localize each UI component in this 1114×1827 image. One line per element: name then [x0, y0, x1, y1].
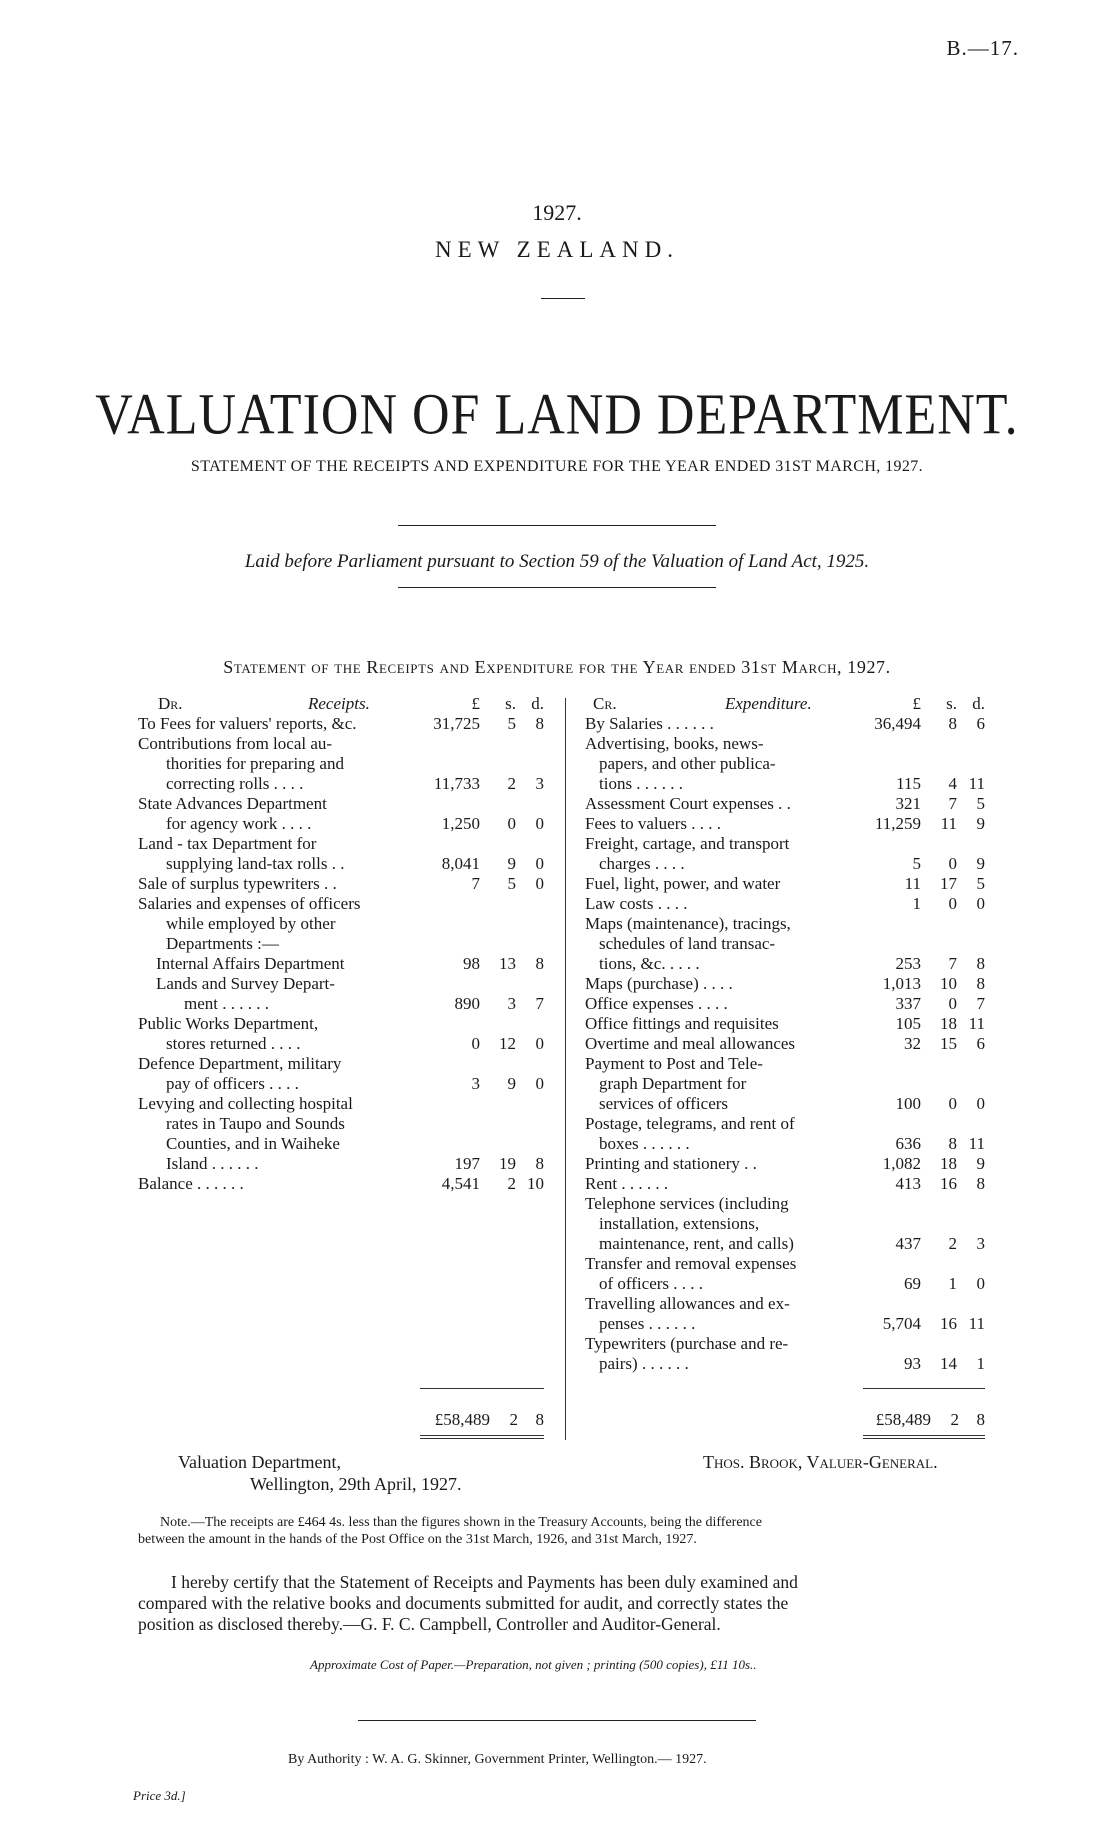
col-pence: d. [531, 694, 544, 713]
row-label-line: Postage, telegrams, and rent of [585, 1114, 795, 1133]
amount-pence: 8 [976, 954, 985, 973]
row-label-line: Transfer and removal expenses [585, 1254, 797, 1273]
row-label-line: Maps (purchase) . . . . [585, 974, 733, 993]
amount-shillings: 16 [940, 1314, 957, 1333]
audit-certificate [138, 1572, 978, 1635]
amount-pence: 8 [535, 714, 544, 733]
signature-dept: Valuation Department, [178, 1452, 341, 1472]
year: 1927. [532, 200, 582, 225]
amount-pence: 8 [535, 954, 544, 973]
row-label-line: Law costs . . . . [585, 894, 688, 913]
divider [541, 298, 585, 299]
amount-pence: 5 [976, 794, 985, 813]
row-label-line: Counties, and in Waiheke [166, 1134, 340, 1153]
amount-pounds: 636 [895, 1134, 921, 1153]
row-label-line: Defence Department, military [138, 1054, 342, 1073]
table-row [138, 794, 544, 834]
row-label-line: Island . . . . . . [166, 1154, 259, 1173]
amount-shillings: 5 [507, 714, 516, 733]
note-line-2: between the amount in the hands of the Post Office on the 31st March, 1926, and 31st March, 1927. [138, 1532, 697, 1547]
row-label-line: stores returned . . . . [166, 1034, 301, 1053]
row-label-line: Travelling allowances and ex- [585, 1294, 790, 1313]
amount-shillings: 19 [499, 1154, 516, 1173]
amount-pounds: 8,041 [441, 854, 480, 873]
table-row [585, 714, 985, 734]
amount-shillings: 7 [948, 794, 957, 813]
table-row [585, 1334, 985, 1374]
amount-shillings: 13 [499, 954, 516, 973]
divider [358, 1720, 756, 1721]
amount-pence: 10 [527, 1174, 544, 1193]
amount-shillings: 16 [940, 1174, 957, 1193]
amount-pounds: 4,541 [441, 1174, 480, 1193]
amount-pence: 0 [535, 1074, 544, 1093]
row-label-line: To Fees for valuers' reports, &c. [138, 714, 357, 733]
col-shillings: s. [505, 694, 516, 713]
signature-place-date: Wellington, 29th April, 1927. [250, 1474, 462, 1494]
amount-pounds: 5 [912, 854, 921, 873]
row-label-line: while employed by other [166, 914, 336, 933]
amount-shillings: 5 [507, 874, 516, 893]
row-label-line: Telephone services (including [585, 1194, 789, 1213]
amount-pence: 9 [976, 1154, 985, 1173]
row-label-line: By Salaries . . . . . . [585, 714, 714, 733]
amount-pence: 11 [968, 1014, 985, 1033]
total-double-rule [863, 1438, 985, 1439]
amount-pounds: 197 [454, 1154, 480, 1173]
amount-pence: 7 [976, 994, 985, 1013]
row-label-line: rates in Taupo and Sounds [166, 1114, 345, 1133]
amount-shillings: 17 [940, 874, 957, 893]
table-row [138, 714, 544, 734]
amount-shillings: 0 [507, 814, 516, 833]
expenditure-total-d: 8 [976, 1410, 985, 1429]
amount-pence: 0 [976, 894, 985, 913]
row-label-line: papers, and other publica- [599, 754, 776, 773]
table-row [138, 1094, 544, 1174]
row-label-line: Departments :— [166, 934, 279, 953]
amount-pence: 0 [976, 1274, 985, 1293]
row-label-line: correcting rolls . . . . [166, 774, 304, 793]
amount-pence: 0 [976, 1094, 985, 1113]
amount-shillings: 2 [948, 1234, 957, 1253]
amount-pence: 1 [976, 1354, 985, 1373]
amount-pounds: 98 [463, 954, 480, 973]
certificate-line-2: compared with the relative books and documents submitted for audit, and correctly states the [138, 1593, 789, 1613]
amount-shillings: 8 [948, 1134, 957, 1153]
amount-pounds: 32 [904, 1034, 921, 1053]
col-pence: d. [972, 694, 985, 713]
amount-pounds: 93 [904, 1354, 921, 1373]
total-rule [420, 1388, 544, 1389]
amount-pounds: 337 [895, 994, 921, 1013]
row-label-line: supplying land-tax rolls . . [166, 854, 345, 873]
amount-pence: 8 [535, 1154, 544, 1173]
amount-pounds: 1,013 [882, 974, 921, 993]
table-row [585, 914, 985, 974]
total-double-rule [863, 1435, 985, 1436]
row-label-line: Office fittings and requisites [585, 1014, 779, 1033]
amount-pounds: 1 [912, 894, 921, 913]
amount-shillings: 14 [940, 1354, 957, 1373]
divider [398, 587, 716, 588]
amount-shillings: 18 [940, 1154, 957, 1173]
amount-pence: 3 [976, 1234, 985, 1253]
amount-shillings: 11 [940, 814, 957, 833]
row-label-line: Contributions from local au- [138, 734, 333, 753]
country: NEW ZEALAND. [434, 237, 680, 262]
row-label-line: Sale of surplus typewriters . . [138, 874, 337, 893]
table-row [585, 994, 985, 1014]
row-label-line: Fuel, light, power, and water [585, 874, 781, 893]
amount-pence: 6 [976, 1034, 985, 1053]
receipts-total-s: 2 [509, 1410, 518, 1429]
amount-pounds: 5,704 [882, 1314, 921, 1333]
amount-shillings: 9 [507, 854, 516, 873]
total-rule [863, 1388, 985, 1389]
amount-shillings: 12 [499, 1034, 516, 1053]
row-label-line: maintenance, rent, and calls) [599, 1234, 794, 1253]
row-label-line: charges . . . . [599, 854, 685, 873]
amount-shillings: 2 [507, 1174, 516, 1193]
row-label-line: Freight, cartage, and transport [585, 834, 790, 853]
row-label-line: of officers . . . . [599, 1274, 704, 1293]
table-row [585, 874, 985, 894]
amount-shillings: 2 [507, 774, 516, 793]
total-double-rule [420, 1438, 544, 1439]
row-label-line: Office expenses . . . . [585, 994, 728, 1013]
amount-shillings: 9 [507, 1074, 516, 1093]
row-label-line: schedules of land transac- [599, 934, 776, 953]
amount-pence: 11 [968, 1134, 985, 1153]
row-label-line: thorities for preparing and [166, 754, 344, 773]
amount-pence: 3 [535, 774, 544, 793]
expenditure-total: £58,489 [875, 1410, 931, 1429]
row-label-line: Maps (maintenance), tracings, [585, 914, 791, 933]
amount-pounds: 11,259 [874, 814, 921, 833]
table-row [585, 1294, 985, 1334]
row-label-line: services of officers [599, 1094, 729, 1113]
amount-pounds: 31,725 [433, 714, 480, 733]
signature-signer: Thos. Brook, Valuer-General. [703, 1452, 938, 1472]
amount-pounds: 413 [895, 1174, 921, 1193]
receipts-column [138, 694, 544, 1194]
expenditure-heading: Expenditure. [725, 694, 812, 713]
row-label-line: pairs) . . . . . . [599, 1354, 689, 1373]
cr-label: Cr. [593, 694, 617, 713]
row-label-line: for agency work . . . . [166, 814, 312, 833]
page-title: VALUATION OF LAND DEPARTMENT. [95, 383, 1019, 447]
amount-pounds: 11,733 [433, 774, 480, 793]
amount-pence: 6 [976, 714, 985, 733]
amount-pence: 0 [535, 854, 544, 873]
amount-shillings: 10 [940, 974, 957, 993]
amount-pounds: 890 [454, 994, 480, 1013]
amount-pence: 11 [968, 1314, 985, 1333]
row-label-line: graph Department for [599, 1074, 747, 1093]
row-label-line: Rent . . . . . . [585, 1174, 669, 1193]
amount-pounds: 100 [895, 1094, 921, 1113]
row-label-line: Levying and collecting hospital [138, 1094, 353, 1113]
amount-shillings: 15 [940, 1034, 957, 1053]
table-row [585, 894, 985, 914]
divider [398, 525, 716, 526]
table-row [585, 734, 985, 794]
expenditure-column [585, 694, 985, 1374]
table-row [585, 834, 985, 874]
table-row [138, 734, 544, 794]
subtitle: STATEMENT OF THE RECEIPTS AND EXPENDITURE FOR THE YEAR ENDED 31ST MARCH, 1927. [190, 458, 924, 475]
receipts-heading: Receipts. [308, 694, 370, 713]
amount-pence: 5 [976, 874, 985, 893]
table-row [585, 1194, 985, 1254]
table-row [138, 894, 544, 954]
table-row [138, 974, 544, 1014]
row-label-line: Payment to Post and Tele- [585, 1054, 763, 1073]
amount-pence: 7 [535, 994, 544, 1013]
laid-before-note: Laid before Parliament pursuant to Section 59 of the Valuation of Land Act, 1925. [244, 551, 870, 572]
cost-of-paper: Approximate Cost of Paper.—Preparation, not given ; printing (500 copies), £11 10s.. [310, 1657, 757, 1672]
table-row [585, 1154, 985, 1174]
col-shillings: s. [946, 694, 957, 713]
amount-shillings: 4 [948, 774, 957, 793]
col-pounds: £ [471, 694, 480, 713]
row-label-line: Public Works Department, [138, 1014, 319, 1033]
table-row [138, 874, 544, 894]
row-label-line: boxes . . . . . . [599, 1134, 690, 1153]
amount-pounds: 253 [895, 954, 921, 973]
amount-pounds: 321 [895, 794, 921, 813]
table-row [138, 834, 544, 874]
row-label-line: pay of officers . . . . [166, 1074, 299, 1093]
amount-shillings: 0 [948, 894, 957, 913]
note [138, 1514, 978, 1548]
receipts-total-row [420, 1410, 544, 1430]
statement-heading: Statement of the Receipts and Expenditure for the Year ended 31st March, 1927. [223, 657, 891, 677]
expenditure-header [585, 694, 985, 714]
certificate-line-1: I hereby certify that the Statement of Receipts and Payments has been duly examined and [171, 1572, 798, 1592]
row-label-line: Land - tax Department for [138, 834, 317, 853]
receipts-total: £58,489 [434, 1410, 490, 1429]
amount-pence: 8 [976, 1174, 985, 1193]
row-label-line: installation, extensions, [599, 1214, 760, 1233]
amount-pounds: 437 [895, 1234, 921, 1253]
table-row [585, 1254, 985, 1294]
table-row [585, 1014, 985, 1034]
receipts-total-d: 8 [535, 1410, 544, 1429]
amount-pounds: 0 [471, 1034, 480, 1053]
amount-pence: 11 [968, 774, 985, 793]
amount-shillings: 0 [948, 994, 957, 1013]
amount-pounds: 11 [904, 874, 921, 893]
row-label-line: penses . . . . . . [599, 1314, 696, 1333]
row-label-line: Typewriters (purchase and re- [585, 1334, 789, 1353]
amount-pence: 9 [976, 814, 985, 833]
amount-shillings: 7 [948, 954, 957, 973]
certificate-line-3: position as disclosed thereby.—G. F. C. Campbell, Controller and Auditor-General. [138, 1614, 721, 1634]
price: Price 3d.] [133, 1788, 186, 1803]
row-label-line: Printing and stationery . . [585, 1154, 757, 1173]
row-label-line: Balance . . . . . . [138, 1174, 244, 1193]
amount-shillings: 0 [948, 854, 957, 873]
note-line-1: Note.—The receipts are £464 4s. less than the figures shown in the Treasury Accounts, being the difference [160, 1515, 762, 1530]
printer-authority: By Authority : W. A. G. Skinner, Government Printer, Wellington.— 1927. [288, 1752, 707, 1767]
table-row [585, 814, 985, 834]
row-label-line: Advertising, books, news- [585, 734, 764, 753]
row-label-line: Salaries and expenses of officers [138, 894, 361, 913]
table-row [585, 1114, 985, 1154]
row-label-line: Overtime and meal allowances [585, 1034, 796, 1053]
column-divider [565, 698, 566, 1440]
amount-pence: 8 [976, 974, 985, 993]
table-row [585, 1054, 985, 1114]
total-double-rule [420, 1435, 544, 1436]
row-label-line: Lands and Survey Depart- [156, 974, 335, 993]
amount-shillings: 1 [948, 1274, 957, 1293]
amount-pounds: 36,494 [874, 714, 921, 733]
table-row [138, 1174, 544, 1194]
table-row [585, 1174, 985, 1194]
row-label-line: tions . . . . . . [599, 774, 684, 793]
receipts-header [138, 694, 544, 714]
amount-pounds: 1,250 [441, 814, 480, 833]
dr-label: Dr. [158, 694, 183, 713]
table-row [138, 1054, 544, 1094]
row-label-line: tions, &c. . . . . [599, 954, 700, 973]
amount-pence: 0 [535, 874, 544, 893]
amount-pence: 9 [976, 854, 985, 873]
row-label-line: Assessment Court expenses . . [585, 794, 791, 813]
row-label-line: Fees to valuers . . . . [585, 814, 721, 833]
col-pounds: £ [912, 694, 921, 713]
table-row [585, 974, 985, 994]
amount-pence: 0 [535, 1034, 544, 1053]
table-row [138, 1014, 544, 1054]
row-label-line: State Advances Department [138, 794, 327, 813]
amount-pounds: 1,082 [882, 1154, 921, 1173]
amount-pence: 0 [535, 814, 544, 833]
amount-pounds: 3 [471, 1074, 480, 1093]
amount-shillings: 18 [940, 1014, 957, 1033]
expenditure-total-row [858, 1410, 985, 1430]
amount-shillings: 3 [507, 994, 516, 1013]
amount-pounds: 7 [471, 874, 480, 893]
amount-shillings: 0 [948, 1094, 957, 1113]
table-row [585, 794, 985, 814]
amount-shillings: 8 [948, 714, 957, 733]
amount-pounds: 69 [904, 1274, 921, 1293]
row-label-line: ment . . . . . . [184, 994, 269, 1013]
amount-pounds: 115 [896, 774, 921, 793]
expenditure-total-s: 2 [950, 1410, 959, 1429]
paper-reference: B.—17. [946, 36, 1019, 60]
row-label-line: Internal Affairs Department [156, 954, 345, 973]
amount-pounds: 105 [895, 1014, 921, 1033]
table-row [138, 954, 544, 974]
table-row [585, 1034, 985, 1054]
